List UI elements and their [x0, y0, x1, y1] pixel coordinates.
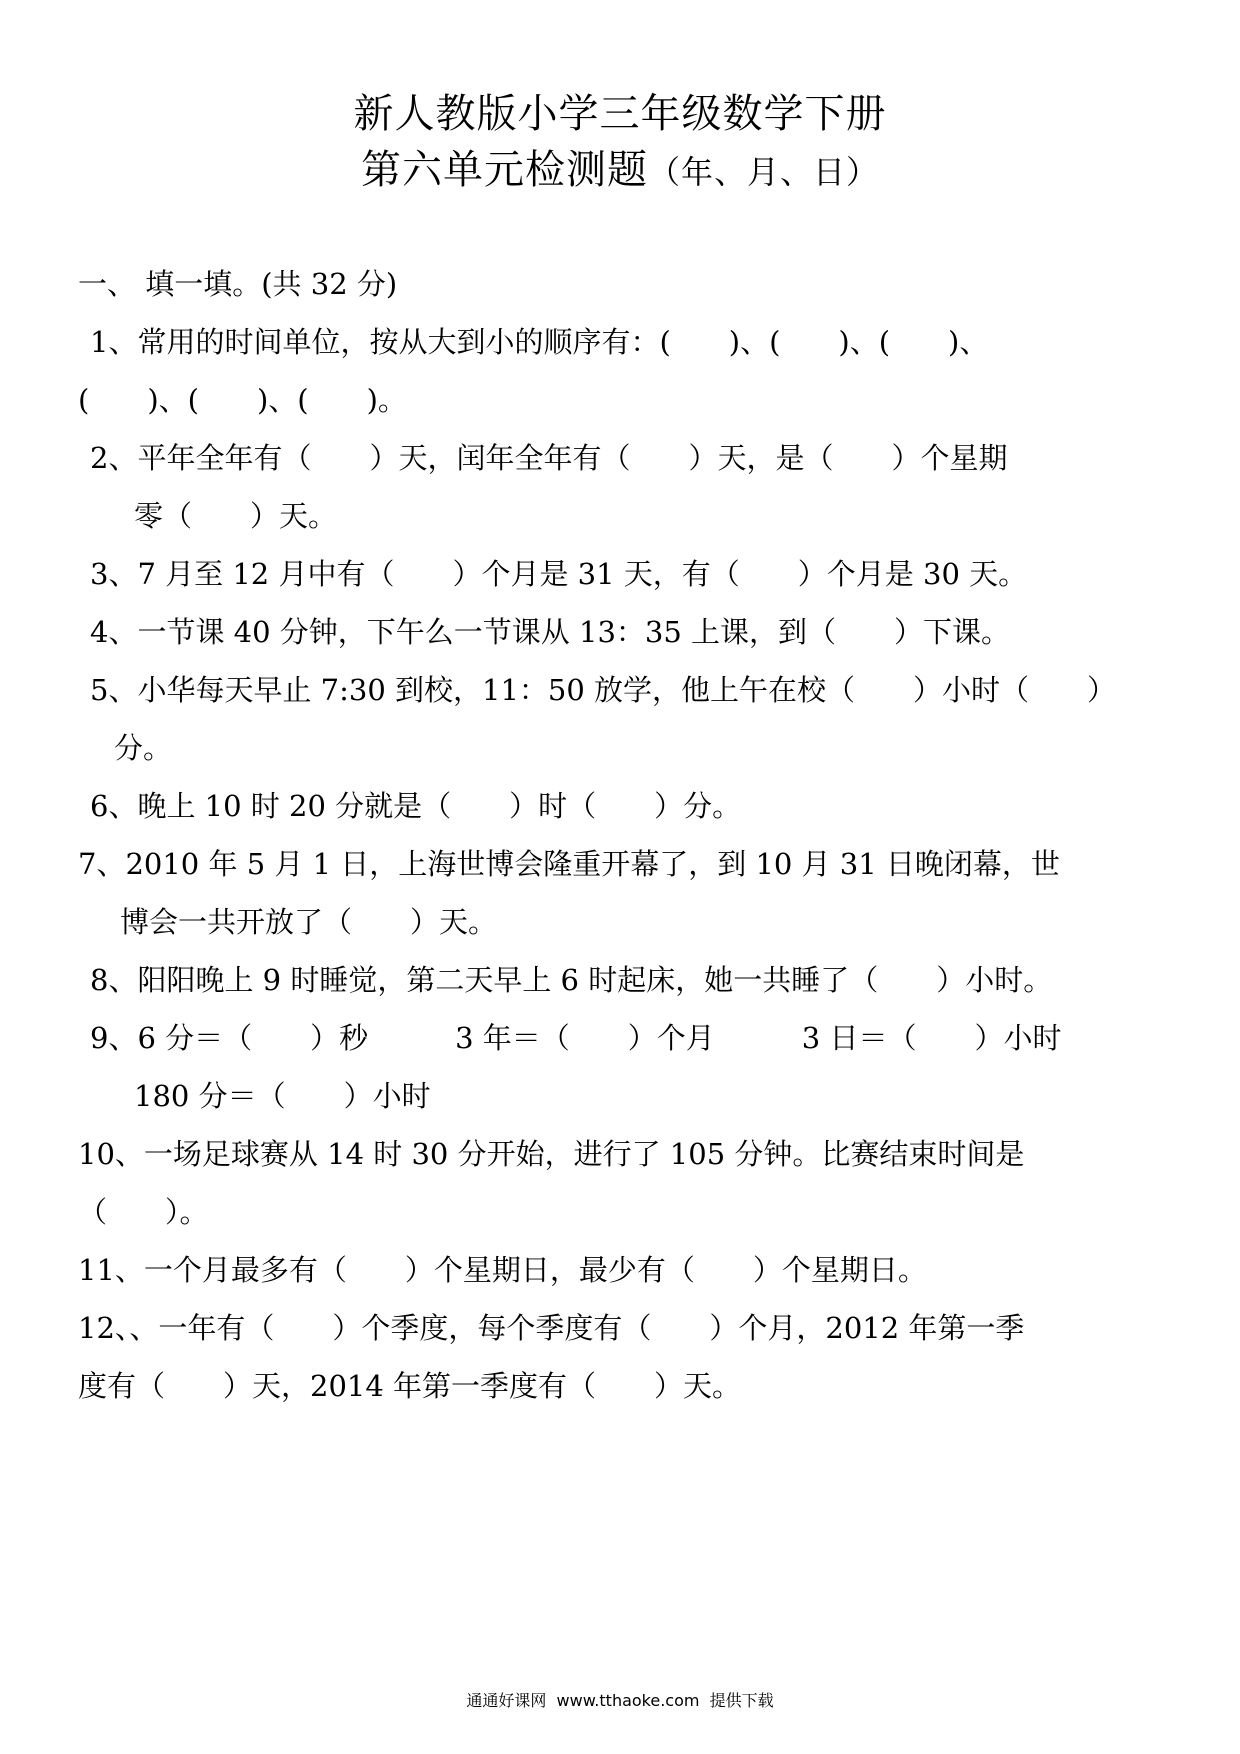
question-6: 6、晚上 10 时 20 分就是（ ）时（ ）分。	[90, 789, 742, 823]
title-line-1: 新人教版小学三年级数学下册	[353, 91, 887, 137]
question-1-line-2: ( )、( )、( )。	[78, 383, 407, 417]
question-9-line-2: 180 分＝（ ）小时	[134, 1079, 431, 1113]
question-12-line-2: 度有（ ）天，2014 年第一季度有（ ）天。	[78, 1369, 742, 1403]
title-subtitle: （年、月、日）	[647, 153, 879, 191]
question-11: 11、一个月最多有（ ）个星期日，最少有（ ）个星期日。	[78, 1253, 927, 1287]
question-9-line-1: 9、6 分＝（ ）秒 3 年＝（ ）个月 3 日＝（ ）小时	[90, 1021, 1062, 1055]
title-main: 第六单元检测题	[360, 147, 648, 193]
question-7-line-1: 7、2010 年 5 月 1 日，上海世博会隆重开幕了，到 10 月 31 日晚闭幕，世	[78, 847, 1060, 881]
footer-credit: 通通好课网 www.tthaoke.com 提供下载	[466, 1691, 774, 1710]
question-2-line-2: 零（ ）天。	[134, 499, 338, 533]
question-2-line-1: 2、平年全年有（ ）天，闰年全年有（ ）天，是（ ）个星期	[90, 441, 1008, 475]
question-1-line-1: 1、常用的时间单位，按从大到小的顺序有：( )、( )、( )、	[90, 325, 989, 359]
title-line-2	[0, 142, 1240, 200]
question-7-line-2: 博会一共开放了（ ）天。	[120, 905, 498, 939]
question-3: 3、7 月至 12 月中有（ ）个月是 31 天，有（ ）个月是 30 天。	[90, 557, 1028, 591]
question-4: 4、一节课 40 分钟，下午么一节课从 13：35 上课，到（ ）下课。	[90, 615, 1011, 649]
question-12-line-1: 12、、一年有（ ）个季度，每个季度有（ ）个月，2012 年第一季	[78, 1311, 1025, 1345]
section-heading: 一、 填一填。(共 32 分)	[78, 267, 398, 301]
question-10-line-2: （ ）。	[78, 1195, 209, 1229]
question-8: 8、阳阳晚上 9 时睡觉，第二天早上 6 时起床，她一共睡了（ ）小时。	[90, 963, 1053, 997]
question-5-line-1: 5、小华每天早止 7:30 到校，11：50 放学，他上午在校（ ）小时（ ）	[90, 673, 1117, 707]
question-5-line-2: 分。	[114, 731, 173, 765]
question-10-line-1: 10、一场足球赛从 14 时 30 分开始，进行了 105 分钟。比赛结束时间是	[78, 1137, 1025, 1171]
